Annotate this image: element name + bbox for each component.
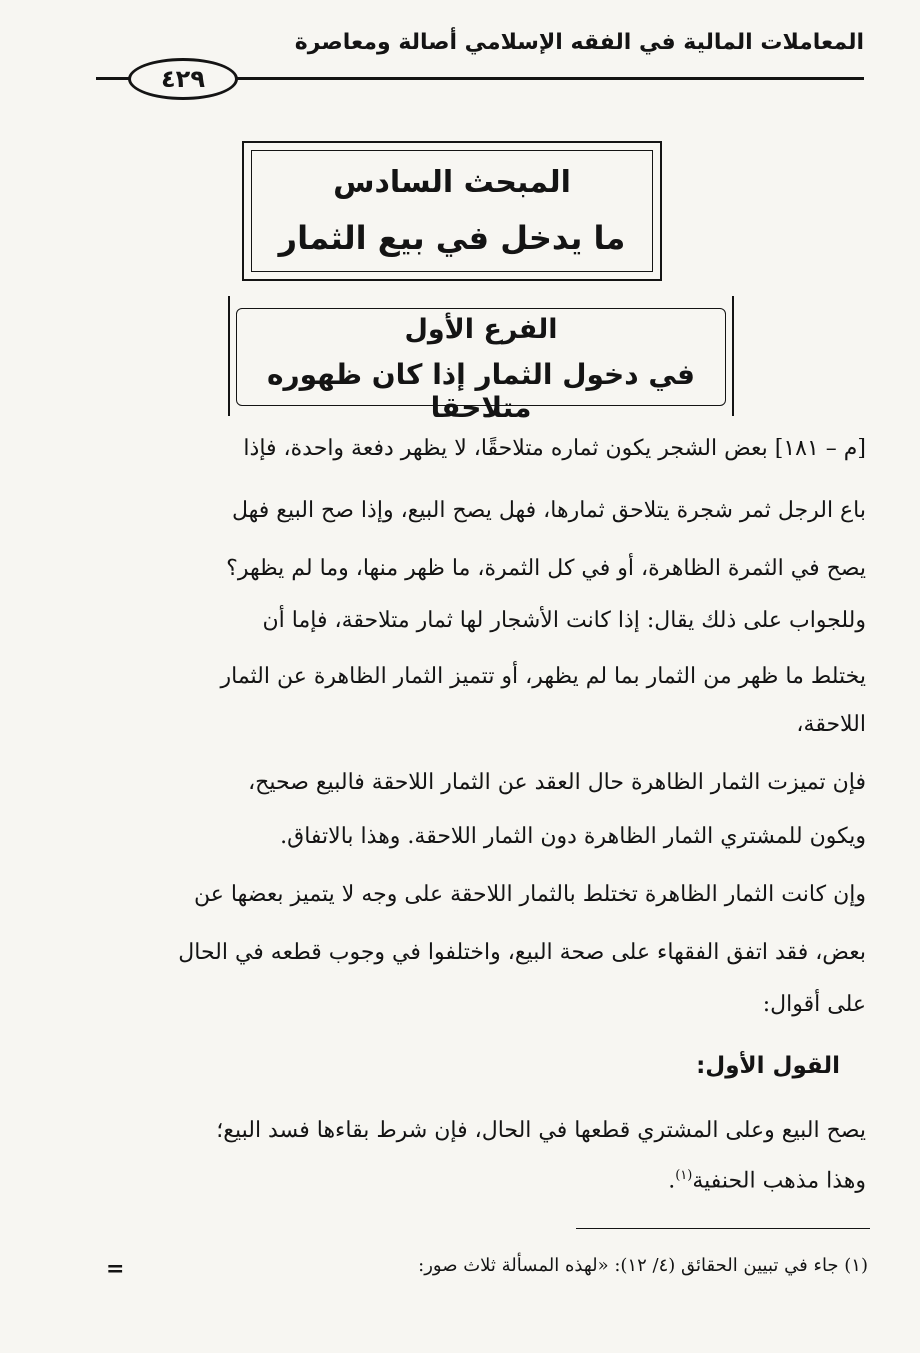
- text-line: وإن كانت الثمار الظاهرة تختلط بالثمار اللاحقة على وجه لا يتميز بعضها عن: [194, 882, 866, 907]
- text-line: يصح البيع وعلى المشتري قطعها في الحال، فإن شرط بقاءها فسد البيع؛: [216, 1118, 866, 1143]
- footnote: (١) جاء في تبيين الحقائق (٤/ ١٢): «لهذه المسألة ثلاث صور:: [418, 1255, 868, 1276]
- page-number: ٤٢٩: [128, 58, 238, 100]
- text-line: يصح في الثمرة الظاهرة، أو في كل الثمرة، ما ظهر منها، وما لم يظهر؟: [226, 556, 866, 581]
- footnote-reference[interactable]: (١): [675, 1168, 693, 1183]
- section-title: المبحث السادس: [333, 165, 571, 200]
- section-subtitle: ما يدخل في بيع الثمار: [278, 219, 626, 257]
- text-line: على أقوال:: [762, 992, 866, 1017]
- text-line-with-note: [668, 1168, 866, 1193]
- text-segment: .: [668, 1168, 676, 1194]
- text-line: بعض، فقد اتفق الفقهاء على صحة البيع، واختلفوا في وجوب قطعه في الحال: [178, 940, 866, 965]
- text-line: فإن تميزت الثمار الظاهرة حال العقد عن الثمار اللاحقة فالبيع صحيح،: [248, 770, 866, 795]
- opinion-heading: القول الأول:: [696, 1053, 840, 1079]
- text-line: يختلط ما ظهر من الثمار بما لم يظهر، أو تتميز الثمار الظاهرة عن الثمار: [220, 664, 866, 689]
- running-title: المعاملات المالية في الفقه الإسلامي أصالة ومعاصرة: [294, 30, 864, 55]
- text-line: باع الرجل ثمر شجرة يتلاحق ثمارها، فهل يصح البيع، وإذا صح البيع فهل: [231, 498, 866, 523]
- text-line: ويكون للمشتري الثمار الظاهرة دون الثمار اللاحقة. وهذا بالاتفاق.: [280, 824, 866, 849]
- text-line: [م – ١٨١] بعض الشجر يكون ثماره متلاحقًا، لا يظهر دفعة واحدة، فإذا: [243, 436, 866, 461]
- branch-title-box: [228, 296, 734, 424]
- section-title-box: [242, 141, 662, 281]
- branch-subtitle: في دخول الثمار إذا كان ظهوره متلاحقا: [266, 358, 696, 424]
- text-line: وللجواب على ذلك يقال: إذا كانت الأشجار لها ثمار متلاحقة، فإما أن: [262, 608, 866, 633]
- text-line: اللاحقة،: [796, 712, 866, 737]
- branch-title: الفرع الأول: [404, 314, 558, 345]
- continuation-mark: =: [106, 1256, 125, 1282]
- text-segment: وهذا مذهب الحنفية: [692, 1168, 866, 1194]
- footnote-rule: [576, 1228, 870, 1229]
